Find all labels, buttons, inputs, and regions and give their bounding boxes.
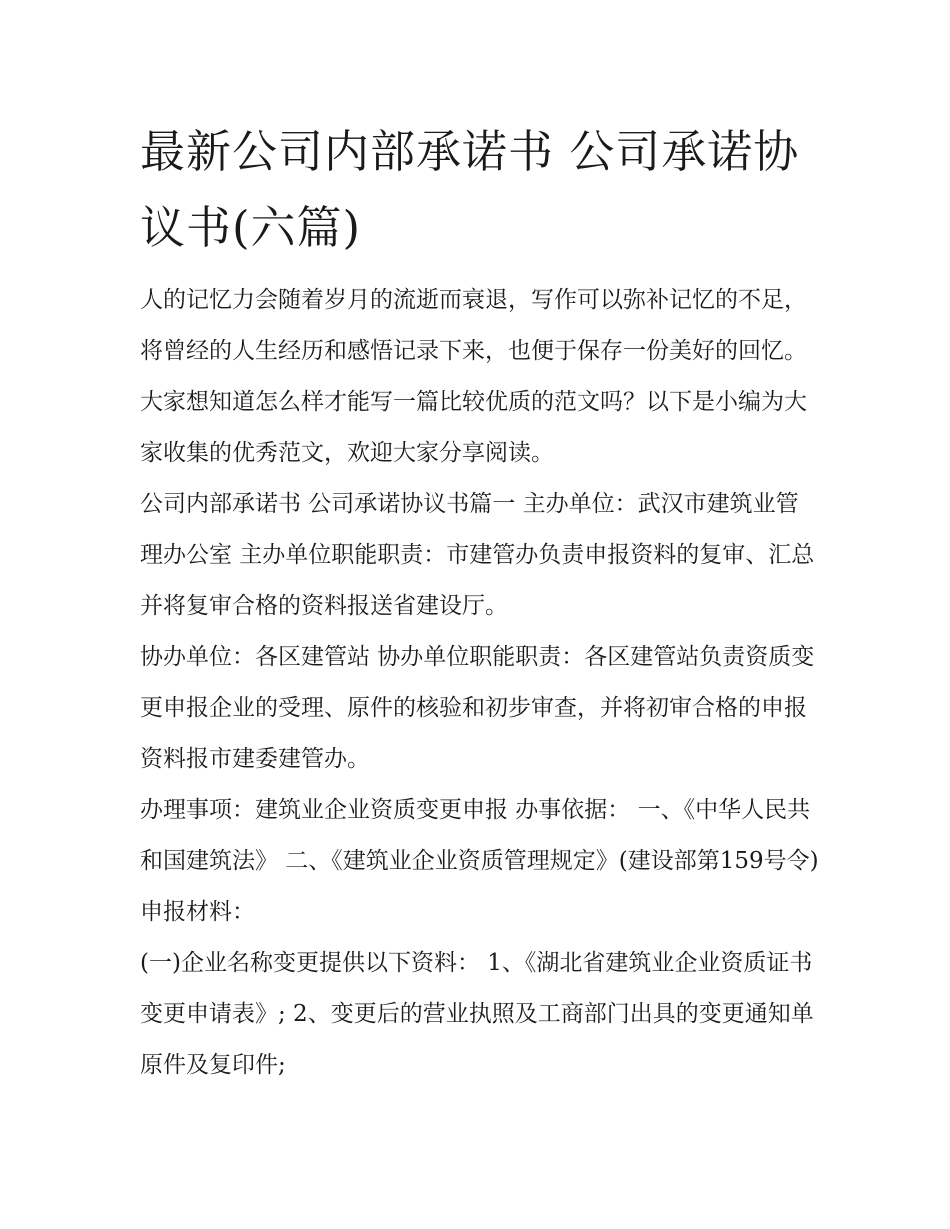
paragraph-co-organizer: 协办单位：各区建管站 协办单位职能职责：各区建管站负责资质变更申报企业的受理、原件的核验和初步审查，并将初审合格的申报资料报市建委建管办。: [140, 644, 815, 772]
paragraph-organizer: 公司内部承诺书 公司承诺协议书篇一 主办单位：武汉市建筑业管理办公室 主办单位职能职责：市建管办负责申报资料的复审、汇总并将复审合格的资料报送省建设厅。: [140, 491, 815, 619]
paragraph-matters: 办理事项：建筑业企业资质变更申报 办事依据： 一、《中华人民共和国建筑法》 二、《建筑业企业资质管理规定》(建设部第159号令) 申报材料：: [140, 797, 819, 925]
paragraph-intro: 人的记忆力会随着岁月的流逝而衰退，写作可以弥补记忆的不足，将曾经的人生经历和感悟记录下来，也便于保存一份美好的回忆。大家想知道怎么样才能写一篇比较优质的范文吗？以下是小编为大家收集的优秀范文，欢迎大家分享阅读。: [140, 287, 807, 466]
document-title: 最新公司内部承诺书 公司承诺协议书(六篇): [140, 125, 800, 254]
document-page: [140, 114, 820, 1091]
paragraph-materials: (一)企业名称变更提供以下资料： 1、《湖北省建筑业企业资质证书变更申请表》; 2、变更后的营业执照及工商部门出具的变更通知单原件及复印件;: [140, 950, 814, 1078]
